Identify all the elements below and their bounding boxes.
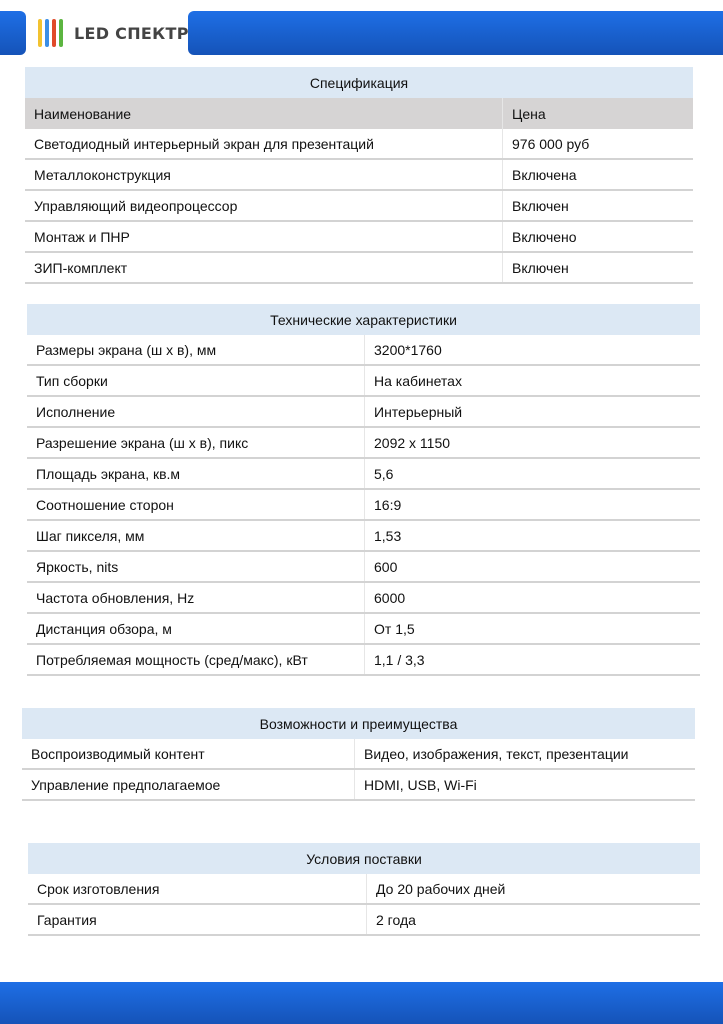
table-row-name: Управление предполагаемое [31,776,221,793]
logo-stripe-icon [38,19,42,47]
table-row [27,335,700,366]
table-row [25,191,693,222]
table-row-name: Тип сборки [36,372,108,389]
table-row-name: ЗИП-комплект [34,259,128,276]
logo-stripe-icon [45,19,49,47]
table-row-value: До 20 рабочих дней [366,874,700,903]
header-bar-left [0,11,26,55]
table-row-value: 3200*1760 [364,335,700,364]
tech-table [27,304,700,676]
table-row [27,583,700,614]
table-row [25,129,693,160]
table-row-name: Исполнение [36,403,116,420]
table-row [28,874,700,905]
table-row-value: Интерьерный [364,397,700,426]
table-row [27,521,700,552]
table-row [28,905,700,936]
delivery-table [28,843,700,936]
table-row-value: 6000 [364,583,700,612]
table-row-value: 2092 x 1150 [364,428,700,457]
logo-stripe-icon [52,19,56,47]
table-row [25,222,693,253]
table-row-name: Гарантия [37,911,97,928]
table-header-value: Цена [502,98,693,129]
table-row [27,614,700,645]
table-row [27,428,700,459]
spec-table [25,67,693,284]
table-title: Технические характеристики [27,304,700,335]
table-row [27,490,700,521]
table-row-name: Частота обновления, Hz [36,589,195,606]
table-row-value: От 1,5 [364,614,700,643]
table-row-value: 1,1 / 3,3 [364,645,700,674]
logo-stripe-icon [59,19,63,47]
table-row [27,366,700,397]
table-row [22,770,695,801]
table-row-name: Размеры экрана (ш х в), мм [36,341,217,358]
table-row-value: 5,6 [364,459,700,488]
table-row-value: Включена [502,160,693,189]
table-row-name: Воспроизводимый контент [31,745,205,762]
table-row-name: Металлоконструкция [34,166,171,183]
table-row-value: 976 000 руб [502,129,693,158]
table-row-name: Монтаж и ПНР [34,228,130,245]
table-row-value: На кабинетах [364,366,700,395]
table-title: Возможности и преимущества [22,708,695,739]
table-row [27,645,700,676]
table-row-value: 16:9 [364,490,700,519]
table-row-value: 1,53 [364,521,700,550]
table-row-value: Включен [502,191,693,220]
features-table [22,708,695,801]
table-row-name: Светодиодный интерьерный экран для презентаций [34,135,374,152]
table-row-name: Площадь экрана, кв.м [36,465,181,482]
table-title: Спецификация [25,67,693,98]
header-bar-right [188,11,723,55]
table-row [25,160,693,191]
logo [38,17,189,49]
table-row [22,739,695,770]
table-row-name: Срок изготовления [37,880,160,897]
table-row [25,253,693,284]
table-row-name: Потребляемая мощность (сред/макс), кВт [36,651,308,668]
table-header [25,98,693,129]
table-title: Условия поставки [28,843,700,874]
table-row-name: Дистанция обзора, м [36,620,172,637]
table-row-value: Включен [502,253,693,282]
table-header-name: Наименование [34,105,132,122]
footer-bar [0,982,723,1024]
table-row-name: Яркость, nits [36,558,119,575]
table-row-value: 600 [364,552,700,581]
logo-text: LED СПЕКТР [74,23,189,43]
table-row [27,552,700,583]
table-row-value: Видео, изображения, текст, презентации [354,739,695,768]
table-row-name: Разрешение экрана (ш х в), пикс [36,434,249,451]
table-row-value: 2 года [366,905,700,934]
table-row [27,459,700,490]
table-row-name: Управляющий видеопроцессор [34,197,238,214]
table-row-value: Включено [502,222,693,251]
table-row-name: Соотношение сторон [36,496,174,513]
table-row-value: HDMI, USB, Wi-Fi [354,770,695,799]
table-row [27,397,700,428]
table-row-name: Шаг пикселя, мм [36,527,145,544]
